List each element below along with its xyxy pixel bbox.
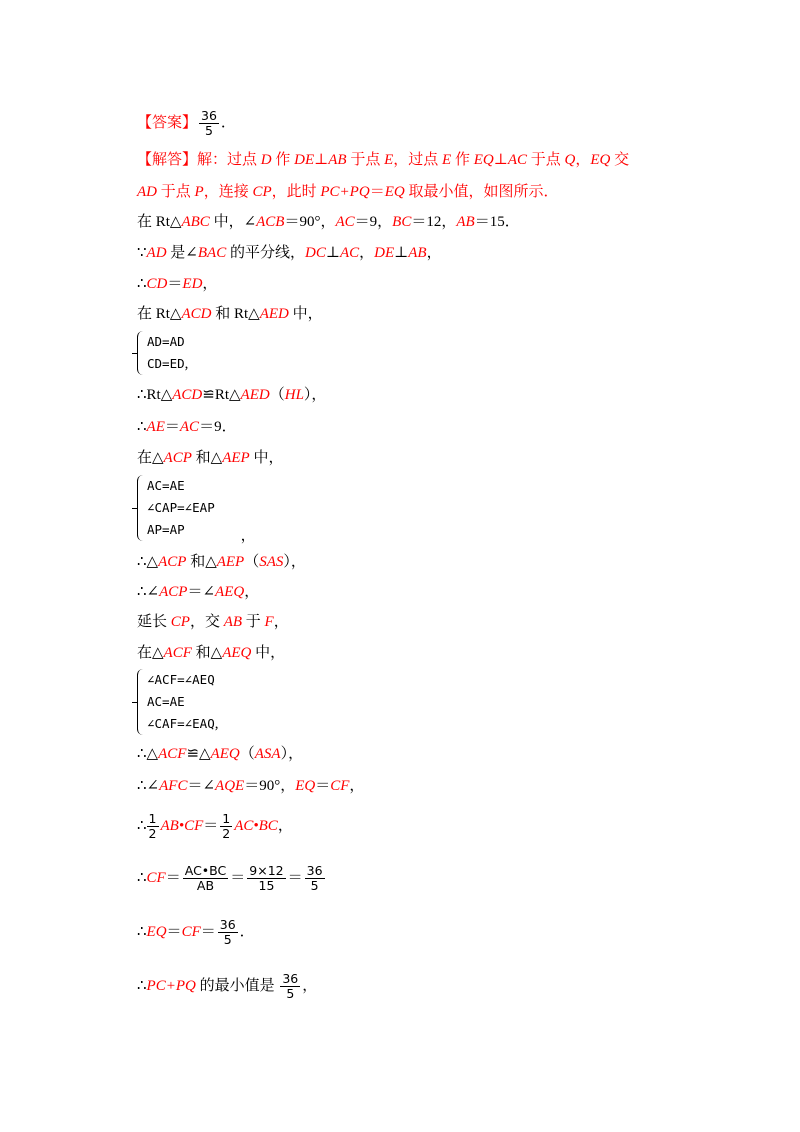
text: ∴△ [137,554,159,570]
text: ∴Rt△ [137,387,173,403]
text: ⊥ [314,152,329,168]
text: ＝ [166,924,182,940]
fraction [247,864,285,893]
var: SAS [259,554,284,570]
text: 于点 [527,152,565,168]
var: CF [330,778,350,794]
left-brace-icon [137,331,146,375]
text: 解：过点 [197,152,261,168]
brace-row: ∠ACF=∠AEQ [147,672,215,687]
denominator: 2 [222,826,231,842]
text: 和 Rt△ [211,306,260,322]
var: BC [392,214,412,230]
numerator: 1 [222,811,231,827]
text: ＝12， [411,214,457,230]
text: 作 [271,152,295,168]
step-line-9 [137,448,283,468]
step-line-10 [137,552,306,572]
step-line-13 [137,643,285,663]
half-fraction [147,812,159,841]
denominator: AB [196,878,215,894]
var: ASA [254,746,281,762]
text: ，连接 [203,184,253,200]
step-line-6 [137,304,323,324]
var: AC [335,214,355,230]
text: ＝ [315,778,331,794]
text: CD=ED [147,356,185,371]
var: AB [408,245,427,261]
text: ∴ [137,924,147,940]
text: ＝∠ [187,584,216,600]
var: ACP [158,554,187,570]
var: ABC [181,214,210,230]
text: ∴ [137,276,147,292]
var: P [194,184,204,200]
fraction [183,864,229,893]
var: PC+PQ [320,184,370,200]
text: ＝90°， [284,214,336,230]
fraction [218,918,238,947]
var: PC+PQ [146,978,196,994]
answer-fraction-denominator: 5 [204,123,213,139]
answer-tail: ． [220,115,236,131]
var: AFC [159,778,188,794]
text: 的平分线， [226,245,305,261]
brace-row: AC=AE [147,694,185,709]
text: 和△ [191,645,223,661]
step-line-18 [137,912,255,952]
text: 中， [288,306,323,322]
step-line-19 [137,966,317,1006]
text: ＝ [165,870,181,886]
text: , [214,716,219,732]
var: AEQ [210,746,240,762]
var: AB [223,614,243,630]
numerator: 36 [282,971,299,987]
text: 作 [451,152,474,168]
text: ，交 [189,614,224,630]
text: ≌△ [186,746,211,762]
text: 是∠ [166,245,198,261]
step-line-5 [137,274,217,294]
left-brace-icon [137,475,146,541]
var: ACP [163,450,192,466]
answer-tag: 【答案】 [137,115,198,131]
text: AP=AP [147,522,185,537]
text: 在 Rt△ [137,306,182,322]
answer-line [137,104,236,142]
text: ， [240,528,256,544]
var: EQ [473,152,494,168]
brace-row: AC=AE [147,478,185,493]
var: ACP [159,584,188,600]
brace-row [147,519,256,544]
text: 于点 [346,152,385,168]
var: ACD [181,306,212,322]
var: ED [182,276,203,292]
var: CF [181,924,201,940]
text: ）， [283,554,306,570]
var: ACD [172,387,203,403]
step-line-4 [137,243,442,263]
var: EQ [295,778,316,794]
text: ＝ [369,184,385,200]
var: AEQ [215,584,245,600]
text: ∴ [137,978,147,994]
text: ∴ [137,419,147,435]
text: （ [269,387,285,403]
text: 延长 [137,614,171,630]
text: （ [239,746,255,762]
text: ∴△ [137,746,159,762]
var: DE [294,152,315,168]
var: AEP [222,450,250,466]
var: AC•BC [234,818,278,834]
step-line-14 [137,744,303,764]
text: ≌Rt△ [202,387,241,403]
text: ， [575,152,591,168]
text: ， [202,276,218,292]
denominator: 5 [286,986,295,1002]
var: E [442,152,452,168]
brace-system-2 [137,475,256,544]
answer-fraction [199,109,219,138]
text: ∠CAF=∠EAQ [147,716,215,731]
text: ， [244,584,260,600]
text: ＝15． [474,214,520,230]
var: EQ [590,152,611,168]
var: AC [179,419,200,435]
brace-system-3 [137,669,218,735]
var: AB [456,214,475,230]
text: ∴∠ [137,584,160,600]
text: ， [302,978,318,994]
text: 中， [251,645,286,661]
brace-system-1 [137,331,188,375]
denominator: 5 [223,932,232,948]
text: ∴ [137,870,147,886]
text: ＝ [287,870,303,886]
numerator: 1 [148,811,157,827]
text: ）， [280,746,304,762]
text: ＝ [200,924,216,940]
text: ＝9， [354,214,393,230]
var: AD [137,184,157,200]
text: ， [359,245,375,261]
text: ＝90°， [244,778,296,794]
half-fraction [220,812,232,841]
fraction [280,972,300,1001]
text: ＝9． [199,419,237,435]
text: 交 [610,152,630,168]
text: ⊥ [325,245,340,261]
var: ACF [158,746,187,762]
text: 于 [242,614,265,630]
text: 和△ [186,554,217,570]
denominator: 2 [148,826,157,842]
var: DC [304,245,326,261]
step-line-16 [137,806,293,846]
text: 中， [249,450,284,466]
brace-row: ∠CAP=∠EAP [147,500,215,515]
step-line-8 [137,417,237,437]
var: AC [507,152,527,168]
var: CF [146,870,166,886]
text: ∴ [137,818,147,834]
text: ， [273,614,289,630]
text: 于点 [157,184,195,200]
var: F [264,614,274,630]
answer-fraction-numerator: 36 [201,108,217,124]
text: ， [426,245,442,261]
var: HL [284,387,304,403]
step-line-12 [137,612,289,632]
denominator: 15 [258,878,275,894]
text: ∴∠ [137,778,160,794]
var: AE [146,419,165,435]
text: 中，∠ [209,214,257,230]
var: DE [374,245,395,261]
var: E [384,152,394,168]
var: AD [146,245,167,261]
var: AEP [216,554,245,570]
analysis-tag: 【解答】 [137,152,198,168]
var: Q [564,152,576,168]
text: ⊥ [493,152,508,168]
step-line-15 [137,776,364,796]
text: 在△ [137,450,164,466]
text: ∵ [137,245,147,261]
var: AB•CF [160,818,204,834]
text: ＝ [230,870,246,886]
text: ⊥ [394,245,409,261]
var: AC [339,245,360,261]
var: CP [170,614,190,630]
step-line-7 [137,385,326,405]
text: ，此时 [271,184,321,200]
brace-row: AD=AD [147,334,185,349]
var: EQ [146,924,167,940]
var: CP [252,184,272,200]
step-line-17 [137,858,327,898]
var: AB [328,152,347,168]
text: ， [277,818,293,834]
var: EQ [384,184,405,200]
var: AED [259,306,289,322]
text: 在 Rt△ [137,214,182,230]
text: 的最小值是 [195,978,279,994]
left-brace-icon [137,669,146,735]
text: ）， [303,387,327,403]
var: ACF [163,645,192,661]
numerator: 9×12 [249,863,284,879]
text: ＝ [167,276,183,292]
numerator: AC•BC [184,863,227,879]
text: ，过点 [393,152,443,168]
brace-row [147,353,188,375]
fraction [305,864,325,893]
var: BAC [197,245,227,261]
analysis-line-1 [137,150,629,170]
text: , [184,356,189,372]
text: ＝ [164,419,180,435]
text: （ [244,554,260,570]
step-line-11 [137,582,259,602]
text: 取最小值，如图所示． [404,184,559,200]
var: AEQ [222,645,252,661]
numerator: 36 [219,917,236,933]
var: AQE [215,778,245,794]
text: 在△ [137,645,164,661]
var: ACB [256,214,285,230]
var: AED [240,387,270,403]
text: ＝∠ [187,778,216,794]
var: D [260,152,272,168]
text: ， [349,778,365,794]
text: 和△ [191,450,223,466]
analysis-line-2 [137,182,558,202]
text: ＝ [203,818,219,834]
var: CD [146,276,168,292]
numerator: 36 [306,863,323,879]
denominator: 5 [310,878,319,894]
text: ． [239,924,255,940]
step-line-3 [137,212,520,232]
brace-row [147,713,218,735]
